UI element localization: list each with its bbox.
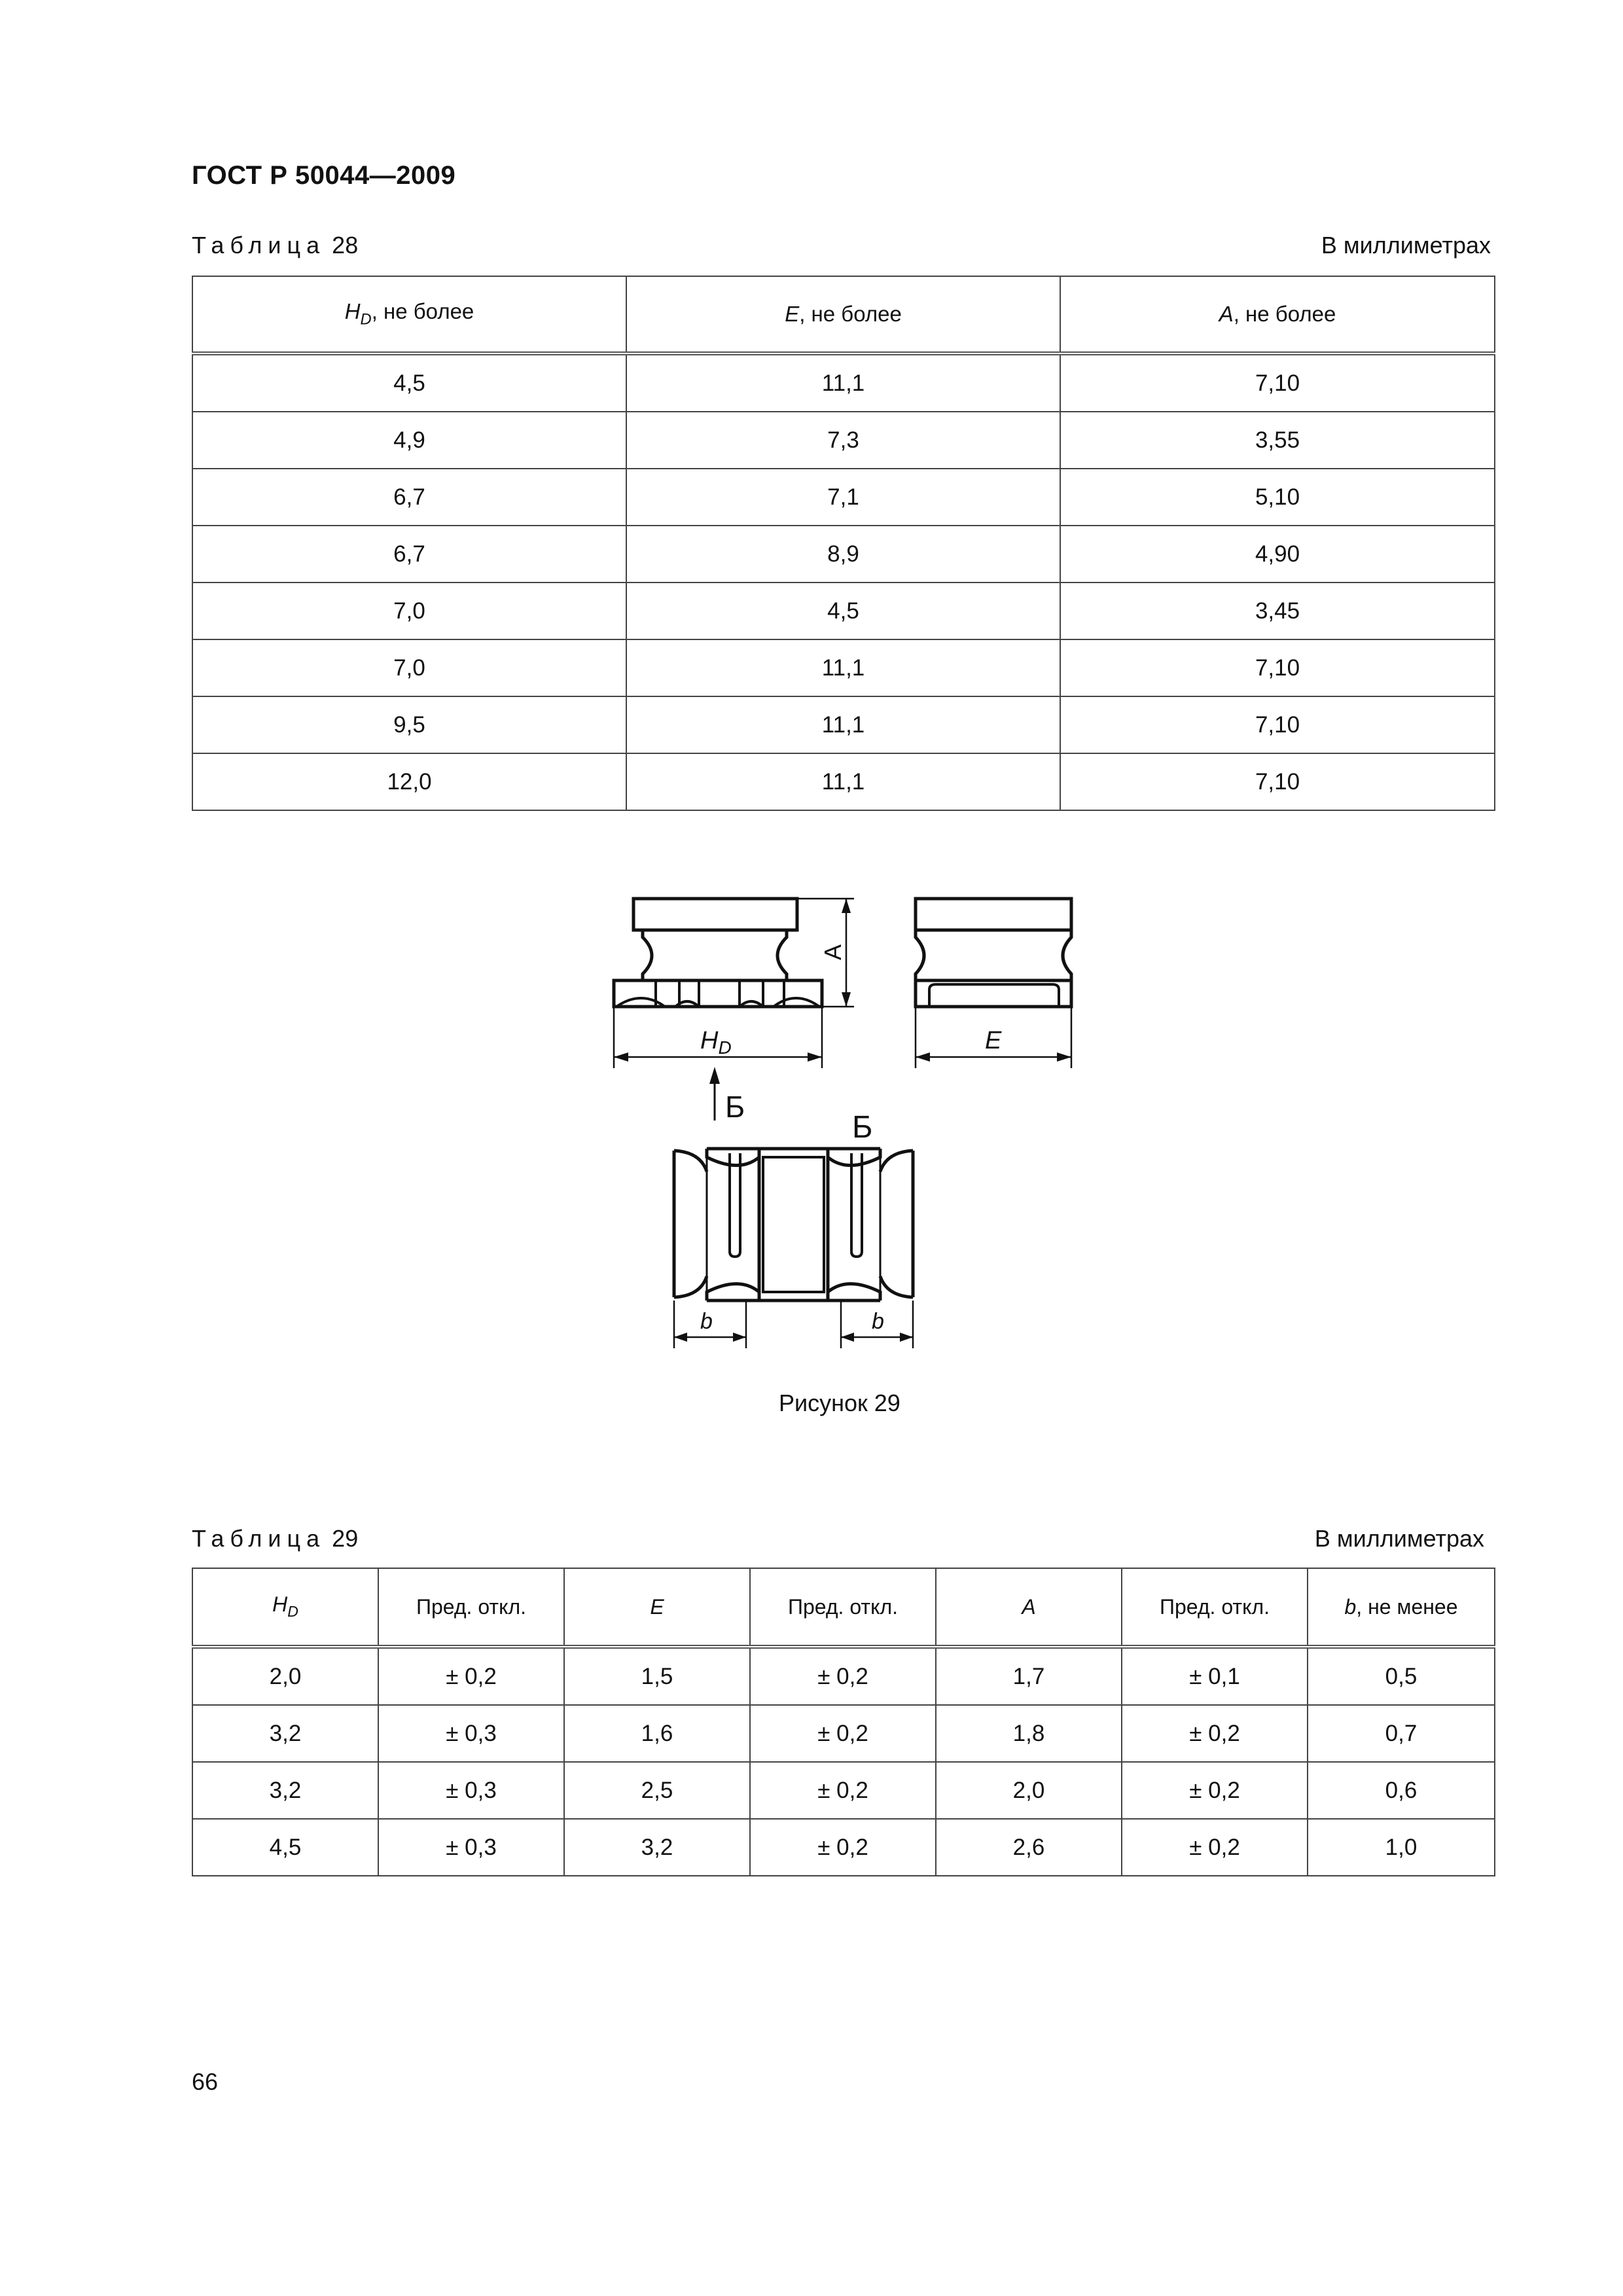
table-row: [192, 1705, 1495, 1762]
dimension-hd-label: $H_D$: [700, 1027, 732, 1058]
table-cell: 4,5: [192, 1819, 378, 1876]
table-cell: 6,7: [192, 469, 626, 526]
table-cell: 1,8: [936, 1705, 1122, 1762]
table-cell: 3,45: [1060, 583, 1495, 639]
table-cell: ± 0,3: [378, 1705, 564, 1762]
table28-units: В миллиметрах: [1321, 232, 1491, 259]
table-cell: 4,5: [626, 583, 1060, 639]
table28-caption-label: Таблица: [192, 232, 326, 259]
table-cell: 7,10: [1060, 353, 1495, 412]
dimension-e-label: E: [985, 1027, 1002, 1054]
table-cell: ± 0,3: [378, 1762, 564, 1819]
table29-header-e: E: [564, 1568, 750, 1647]
table-cell: 3,55: [1060, 412, 1495, 469]
component-side-view: [916, 899, 1071, 1007]
table28-header-hd: $H_D$, не более: [192, 276, 626, 353]
table-cell: ± 0,1: [1122, 1647, 1308, 1705]
table29-units: В миллиметрах: [1314, 1525, 1484, 1552]
table-row: [192, 753, 1495, 810]
table-cell: 1,7: [936, 1647, 1122, 1705]
table-cell: 11,1: [626, 353, 1060, 412]
table29-caption-number: 29: [332, 1525, 359, 1552]
table28-header-e: E, не более: [626, 276, 1060, 353]
table-cell: 7,1: [626, 469, 1060, 526]
table29-caption: [192, 1525, 358, 1552]
table29-header-b: b, не менее: [1308, 1568, 1495, 1647]
table-row: [192, 353, 1495, 412]
table-cell: 7,0: [192, 583, 626, 639]
table28-header-row: [192, 276, 1495, 353]
table-cell: 5,10: [1060, 469, 1495, 526]
table-cell: 2,0: [192, 1647, 378, 1705]
table28-header-a: A, не более: [1060, 276, 1495, 353]
table-cell: ± 0,2: [750, 1762, 936, 1819]
table-cell: 7,10: [1060, 753, 1495, 810]
table29-caption-label: Таблица: [192, 1525, 326, 1552]
table-cell: 4,5: [192, 353, 626, 412]
table29-header-tol-hd: Пред. откл.: [378, 1568, 564, 1647]
view-arrow-label: Б: [725, 1090, 745, 1124]
table-cell: 4,90: [1060, 526, 1495, 583]
dimension-b: [674, 1300, 913, 1348]
table-row: [192, 526, 1495, 583]
table-cell: 7,0: [192, 639, 626, 696]
table-cell: 0,7: [1308, 1705, 1495, 1762]
dimension-e: [916, 1007, 1071, 1068]
table-cell: 1,5: [564, 1647, 750, 1705]
table29-header-tol-e: Пред. откл.: [750, 1568, 936, 1647]
table-cell: 11,1: [626, 639, 1060, 696]
table-cell: ± 0,2: [750, 1819, 936, 1876]
table-cell: 3,2: [192, 1705, 378, 1762]
table-cell: 11,1: [626, 753, 1060, 810]
table-cell: 2,0: [936, 1762, 1122, 1819]
table-row: [192, 583, 1495, 639]
table-cell: 2,6: [936, 1819, 1122, 1876]
table28: [192, 276, 1495, 811]
dimension-hd: [614, 1007, 822, 1068]
table-cell: 3,2: [564, 1819, 750, 1876]
table28-caption-number: 28: [332, 232, 359, 259]
table-cell: 4,9: [192, 412, 626, 469]
table-cell: ± 0,2: [378, 1647, 564, 1705]
table-cell: ± 0,2: [1122, 1705, 1308, 1762]
page-number: 66: [192, 2068, 219, 2095]
figure-29-drawing: [602, 884, 1099, 1355]
component-front-view: [614, 899, 822, 1007]
table-row: [192, 639, 1495, 696]
table-cell: ± 0,2: [750, 1705, 936, 1762]
table-cell: 0,6: [1308, 1762, 1495, 1819]
table-cell: 1,0: [1308, 1819, 1495, 1876]
component-bottom-view: [674, 1149, 913, 1300]
table-row: [192, 696, 1495, 753]
table-cell: 6,7: [192, 526, 626, 583]
table-cell: ± 0,3: [378, 1819, 564, 1876]
figure-caption: Рисунок 29: [779, 1390, 901, 1416]
table-cell: 7,10: [1060, 639, 1495, 696]
table-cell: ± 0,2: [750, 1647, 936, 1705]
view-arrow: [709, 1067, 745, 1124]
table-cell: 9,5: [192, 696, 626, 753]
table-row: [192, 1762, 1495, 1819]
table-cell: 2,5: [564, 1762, 750, 1819]
table-cell: ± 0,2: [1122, 1819, 1308, 1876]
table29-header-tol-a: Пред. откл.: [1122, 1568, 1308, 1647]
table29-header-row: [192, 1568, 1495, 1647]
dimension-a: [797, 899, 854, 1007]
table-cell: 1,6: [564, 1705, 750, 1762]
table-row: [192, 1819, 1495, 1876]
table29-header-hd: $H_D$: [192, 1568, 378, 1647]
table-cell: 3,2: [192, 1762, 378, 1819]
dimension-b-label-right: b: [872, 1309, 884, 1334]
table-cell: 7,10: [1060, 696, 1495, 753]
table28-caption: [192, 232, 358, 259]
table29: [192, 1568, 1495, 1876]
table-row: [192, 469, 1495, 526]
document-header: ГОСТ Р 50044—2009: [192, 161, 456, 190]
table-cell: 0,5: [1308, 1647, 1495, 1705]
table-cell: 12,0: [192, 753, 626, 810]
table-cell: 7,3: [626, 412, 1060, 469]
table-cell: ± 0,2: [1122, 1762, 1308, 1819]
table-row: [192, 412, 1495, 469]
table-cell: 8,9: [626, 526, 1060, 583]
dimension-b-label-left: b: [700, 1309, 713, 1334]
table29-header-a: A: [936, 1568, 1122, 1647]
dimension-a-label: A: [819, 944, 846, 961]
table-row: [192, 1647, 1495, 1705]
view-title: Б: [852, 1110, 873, 1145]
table-cell: 11,1: [626, 696, 1060, 753]
